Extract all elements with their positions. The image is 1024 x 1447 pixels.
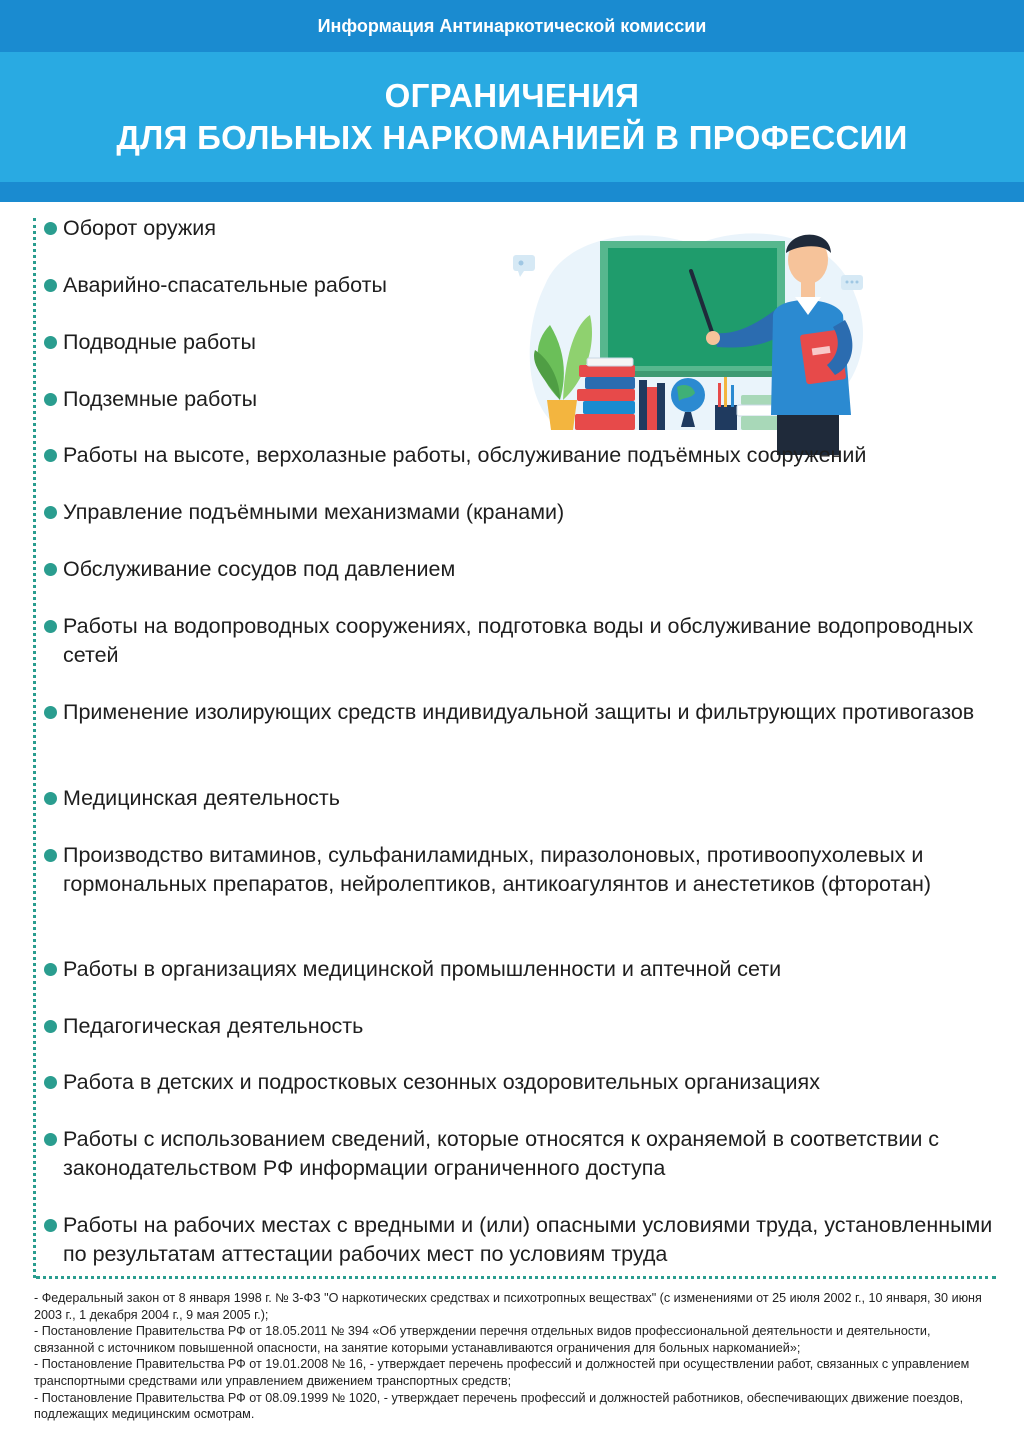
- list-item: [44, 498, 994, 527]
- org-name: Информация Антинаркотической комиссии: [317, 15, 707, 36]
- bullet-icon: [44, 1219, 57, 1232]
- list-item-text: Работы с использованием сведений, которые относятся к охраняемой в соответствии с законодательством РФ информации ограниченного доступа: [63, 1127, 940, 1180]
- list-item-text: Работы на рабочих местах с вредными и (или) опасными условиями труда, установленными по результатам аттестации рабочих мест по условиям труда: [63, 1213, 993, 1266]
- list-item-text: Работы в организациях медицинской промышленности и аптечной сети: [63, 957, 782, 981]
- list-item-text: Производство витаминов, сульфаниламидных, пиразолоновых, противоопухолевых и гормональных препаратов, нейролептиков, антикоагулянтов и анестетиков (фторотан): [63, 843, 932, 896]
- list-item-text: Управление подъёмными механизмами (кранами): [63, 500, 565, 524]
- footnote: - Федеральный закон от 8 января 1998 г. № 3-ФЗ "О наркотических средствах и психотропных веществах" (с изменениями от 25 июля 2002 г., 10 января, 30 июня 2003 г., 1 декабря 2004 г., 9 мая 2005 г.);: [34, 1291, 982, 1322]
- list-item: [44, 1211, 994, 1269]
- bullet-icon: [44, 563, 57, 576]
- list-item-text: Оборот оружия: [63, 216, 216, 240]
- list-item: [44, 328, 994, 357]
- list-item: [44, 1125, 994, 1183]
- header-org-bar: [0, 0, 1024, 52]
- footnote: - Постановление Правительства РФ от 19.01.2008 № 16, - утверждает перечень профессий и должностей при осуществлении работ, связанных с управлением транспортными средствами или управлением движением транспортных средств;: [34, 1357, 970, 1388]
- bullet-icon: [44, 279, 57, 292]
- bullet-icon: [44, 1133, 57, 1146]
- list-item-text: Подводные работы: [63, 330, 256, 354]
- list-item: [44, 841, 994, 899]
- title-band: [0, 52, 1024, 182]
- page-title-line-2: ДЛЯ БОЛЬНЫХ НАРКОМАНИЕЙ В ПРОФЕССИИ: [116, 119, 908, 156]
- list-item: [44, 1068, 994, 1097]
- bullet-icon: [44, 449, 57, 462]
- dotted-horizontal-divider: [36, 1276, 996, 1279]
- list-item: [44, 612, 994, 670]
- list-item-text: Медицинская деятельность: [63, 786, 340, 810]
- list-item: [44, 385, 994, 414]
- list-item: [44, 698, 994, 727]
- bullet-icon: [44, 393, 57, 406]
- bullet-icon: [44, 963, 57, 976]
- list-item: [44, 1012, 994, 1041]
- bullet-icon: [44, 620, 57, 633]
- bullet-icon: [44, 706, 57, 719]
- list-item: [44, 441, 994, 470]
- list-item-text: Педагогическая деятельность: [63, 1014, 364, 1038]
- bullet-icon: [44, 336, 57, 349]
- list-item-text: Обслуживание сосудов под давлением: [63, 557, 456, 581]
- list-item-text: Подземные работы: [63, 387, 258, 411]
- bullet-icon: [44, 849, 57, 862]
- list-item-text: Работы на высоте, верхолазные работы, обслуживание подъёмных сооружений: [63, 443, 867, 467]
- bullet-icon: [44, 1020, 57, 1033]
- bullet-icon: [44, 1076, 57, 1089]
- list-item-text: Работа в детских и подростковых сезонных оздоровительных организациях: [63, 1070, 820, 1094]
- list-item-text: Применение изолирующих средств индивидуальной защиты и фильтрующих противогазов: [63, 700, 975, 724]
- bullet-icon: [44, 506, 57, 519]
- list-item: [44, 955, 994, 984]
- list-item: [44, 214, 994, 243]
- footnote: - Постановление Правительства РФ от 08.09.1999 № 1020, - утверждает перечень профессий и должностей работников, обеспечивающих движение поездов, подлежащих медицинским осмотрам.: [34, 1390, 964, 1422]
- title-underbar: [0, 182, 1024, 202]
- footnote: - Постановление Правительства РФ от 18.05.2011 № 394 «Об утверждении перечня отдельных видов профессиональной деятельности и деятельности, связанной с источником повышенной опасности, на занятие которыми устанавливаются ограничения для больных наркоманией»;: [34, 1324, 931, 1355]
- list-item: [44, 555, 994, 584]
- list-item-text: Работы на водопроводных сооружениях, подготовка воды и обслуживание водопроводных сетей: [63, 614, 974, 667]
- list-item: [44, 271, 994, 300]
- bullet-icon: [44, 222, 57, 235]
- page-title-line-1: ОГРАНИЧЕНИЯ: [384, 77, 640, 114]
- dotted-vertical-divider: [33, 218, 36, 1278]
- list-item: [44, 784, 994, 813]
- legal-footnotes: [34, 1290, 994, 1423]
- list-item-text: Аварийно-спасательные работы: [63, 273, 387, 297]
- bullet-icon: [44, 792, 57, 805]
